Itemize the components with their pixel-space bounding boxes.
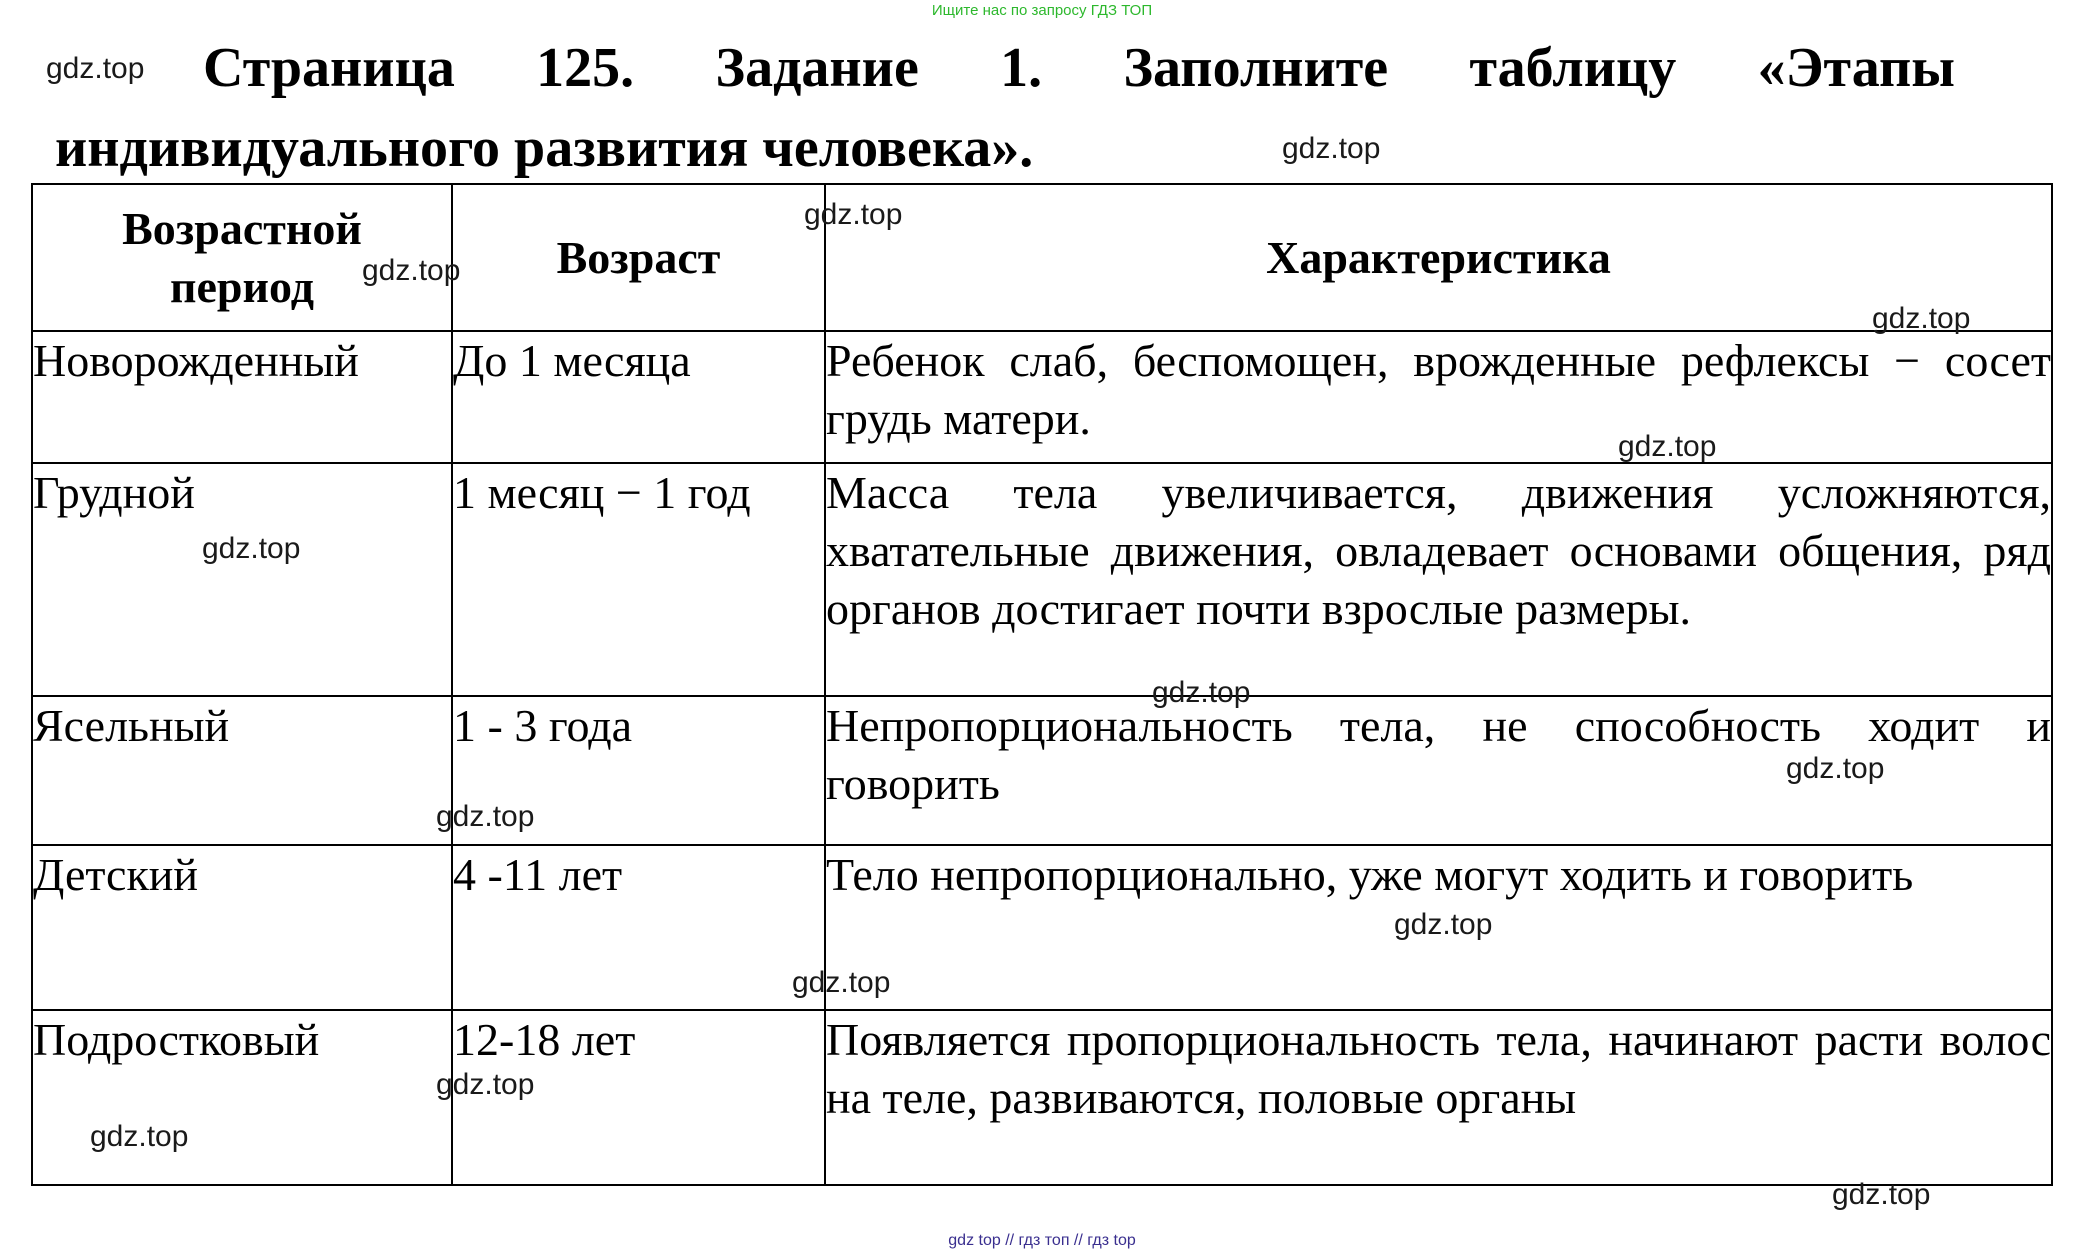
table-row <box>32 845 2052 1010</box>
watermark: gdz.top <box>436 800 535 833</box>
watermark: gdz.top <box>436 1068 535 1101</box>
watermark: gdz.top <box>362 254 461 287</box>
table-row <box>32 463 2052 696</box>
cell-period: Детский <box>32 845 452 1010</box>
watermark: gdz.top <box>202 532 301 565</box>
development-stages-table <box>31 183 2053 1186</box>
watermark: gdz.top <box>1618 430 1717 463</box>
watermark: gdz.top <box>792 966 891 999</box>
cell-period: Грудной <box>32 463 452 696</box>
page-title <box>55 28 1955 188</box>
watermark: gdz.top <box>46 52 145 85</box>
watermark: gdz.top <box>1152 676 1251 709</box>
cell-period: Новорожденный <box>32 331 452 463</box>
watermark: gdz.top <box>1282 132 1381 165</box>
top-banner: Ищите нас по запросу ГДЗ ТОП <box>931 2 1153 19</box>
cell-period: Подростковый <box>32 1010 452 1185</box>
table-row <box>32 331 2052 463</box>
cell-age: 4 -11 лет <box>452 845 825 1010</box>
cell-age: 12-18 лет <box>452 1010 825 1185</box>
cell-age: 1 месяц − 1 год <box>452 463 825 696</box>
table-row <box>32 1010 2052 1185</box>
cell-description: Ребенок слаб, беспомощен, врожденные рефлексы − сосет грудь матери. <box>825 331 2052 463</box>
title-text: Страница 125. Задание 1. Заполните таблицу «Этапы индивидуального развития человека». <box>55 37 1955 179</box>
cell-description: Появляется пропорциональность тела, начинают расти волос на теле, развиваются, половые органы <box>825 1010 2052 1185</box>
table-header-row <box>32 184 2052 331</box>
footer-links: gdz top // гдз топ // гдз top <box>948 1232 1136 1249</box>
table-row <box>32 696 2052 845</box>
header-period: Возрастной период <box>32 184 452 331</box>
watermark: gdz.top <box>1394 908 1493 941</box>
watermark: gdz.top <box>90 1120 189 1153</box>
header-age: Возраст <box>452 184 825 331</box>
cell-description: Непропорциональность тела, не способность ходит и говорить <box>825 696 2052 845</box>
watermark: gdz.top <box>1786 752 1885 785</box>
watermark: gdz.top <box>1872 302 1971 335</box>
cell-age: До 1 месяца <box>452 331 825 463</box>
watermark: gdz.top <box>804 198 903 231</box>
cell-description: Тело непропорционально, уже могут ходить и говорить <box>825 845 2052 1010</box>
cell-period: Ясельный <box>32 696 452 845</box>
header-description: Характеристика <box>825 184 2052 331</box>
cell-description: Масса тела увеличивается, движения усложняются, хватательные движения, овладевает основами общения, ряд органов достигает почти взрослые размеры. <box>825 463 2052 696</box>
cell-age: 1 - 3 года <box>452 696 825 845</box>
watermark: gdz.top <box>1832 1178 1931 1211</box>
